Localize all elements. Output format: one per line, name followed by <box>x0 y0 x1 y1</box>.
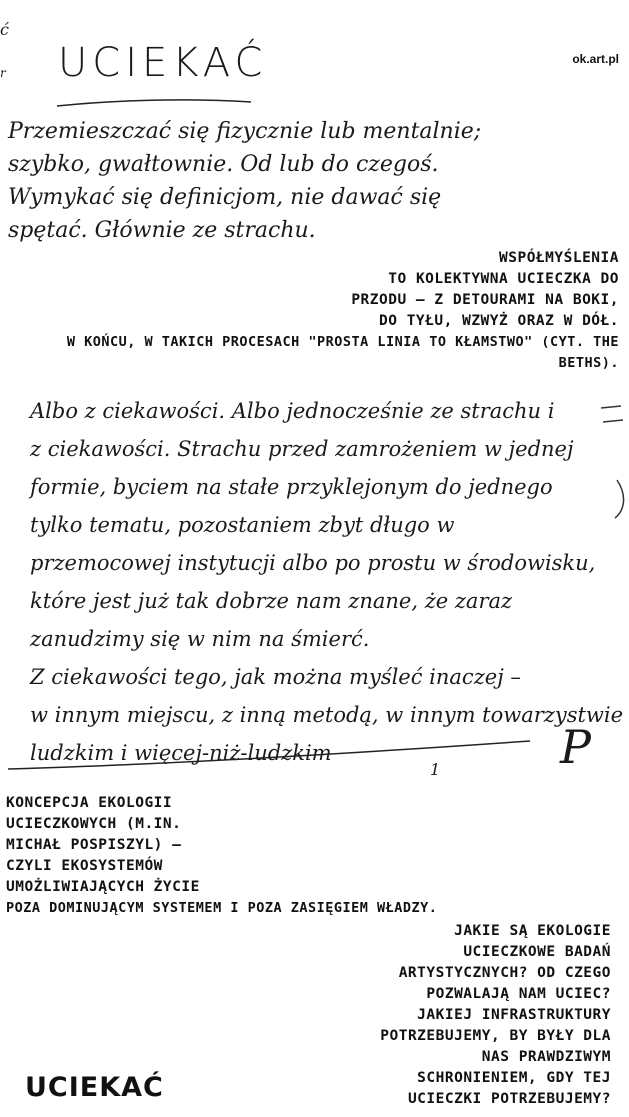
page-mark: 1 <box>430 760 441 779</box>
text-line: W KOŃCU, W TAKICH PROCESACH "PROSTA LINIA TO KŁAMSTWO" (CYT. THE BETHS). <box>66 334 619 371</box>
text-line: WSPÓŁMYŚLENIA <box>499 250 619 266</box>
text-line: MICHAŁ POSPISZYL) – <box>6 837 182 853</box>
text-line: UCIECZKOWE BADAŃ <box>463 944 611 960</box>
text-line: UCIECZKOWYCH (M.IN. <box>6 816 182 832</box>
text-line: UCIECZKI POTRZEBUJEMY? <box>407 1091 611 1107</box>
handwritten-title: UCIEKAĆ <box>58 40 268 86</box>
definition-line: Przemieszczać się fizycznie lub mentalnie; <box>8 119 482 144</box>
text-block-ecology <box>6 793 437 919</box>
text-line: SCHRONIENIEM, GDY TEJ <box>417 1070 611 1086</box>
text-line: UMOŻLIWIAJĄCYCH ŻYCIE <box>6 879 200 895</box>
note-line: które jest już tak dobrze nam znane, że zaraz <box>30 589 513 613</box>
signature: P <box>560 720 591 774</box>
margin-squiggle <box>597 400 627 520</box>
text-line: PRZODU – Z DETOURAMI NA BOKI, <box>351 292 619 308</box>
site-credit: ok.art.pl <box>572 52 619 66</box>
note-line: formie, byciem na stałe przyklejonym do jednego <box>30 475 553 499</box>
text-line: KONCEPCJA EKOLOGII <box>6 795 173 811</box>
text-line: JAKIEJ INFRASTRUKTURY <box>417 1007 611 1023</box>
text-line: TO KOLEKTYWNA UCIECZKA DO <box>388 271 619 287</box>
note-line: przemocowej instytucji albo po prostu w środowisku, <box>30 551 596 575</box>
text-line: JAKIE SĄ EKOLOGIE <box>454 923 611 939</box>
definition-note <box>8 115 481 247</box>
text-line: ARTYSTYCZNYCH? OD CZEGO <box>398 965 611 981</box>
text-line: POTRZEBUJEMY, BY BYŁY DLA <box>380 1028 611 1044</box>
note-line: tylko tematu, pozostaniem zbyt długo w <box>30 513 455 537</box>
footer-title: UCIEKAĆ <box>25 1072 164 1103</box>
corner-mark: r <box>0 66 6 80</box>
title-underline <box>55 96 255 112</box>
text-line: CZYLI EKOSYSTEMÓW <box>6 858 163 874</box>
definition-line: Wymykać się definicjom, nie dawać się <box>8 185 442 210</box>
note-line: w innym miejscu, z inną metodą, w innym towarzystwie <box>30 703 624 727</box>
note-line: Z ciekawości tego, jak można myśleć inaczej – <box>30 665 521 689</box>
note-line: zanudzimy się w nim na śmierć. <box>30 627 370 651</box>
note-line: z ciekawości. Strachu przed zamrożeniem w jednej <box>30 437 574 461</box>
text-line: POZA DOMINUJĄCYM SYSTEMEM I POZA ZASIĘGIEM WŁADZY. <box>6 900 438 916</box>
definition-line: spętać. Głównie ze strachu. <box>8 218 316 243</box>
note-line: Albo z ciekawości. Albo jednocześnie ze strachu i <box>30 399 555 423</box>
text-line: NAS PRAWDZIWYM <box>481 1049 611 1065</box>
text-line: DO TYŁU, WZWYŻ ORAZ W DÓŁ. <box>379 313 619 329</box>
text-block-cothinking <box>0 248 619 374</box>
note-rule-line <box>0 735 629 775</box>
text-block-questions <box>380 921 611 1110</box>
text-line: POZWALAJĄ NAM UCIEC? <box>426 986 611 1002</box>
corner-mark: ć <box>0 20 9 39</box>
note-line: ludzkim i więcej-niż-ludzkim <box>30 741 332 765</box>
handwritten-note <box>30 392 623 772</box>
definition-line: szybko, gwałtownie. Od lub do czegoś. <box>8 152 439 177</box>
